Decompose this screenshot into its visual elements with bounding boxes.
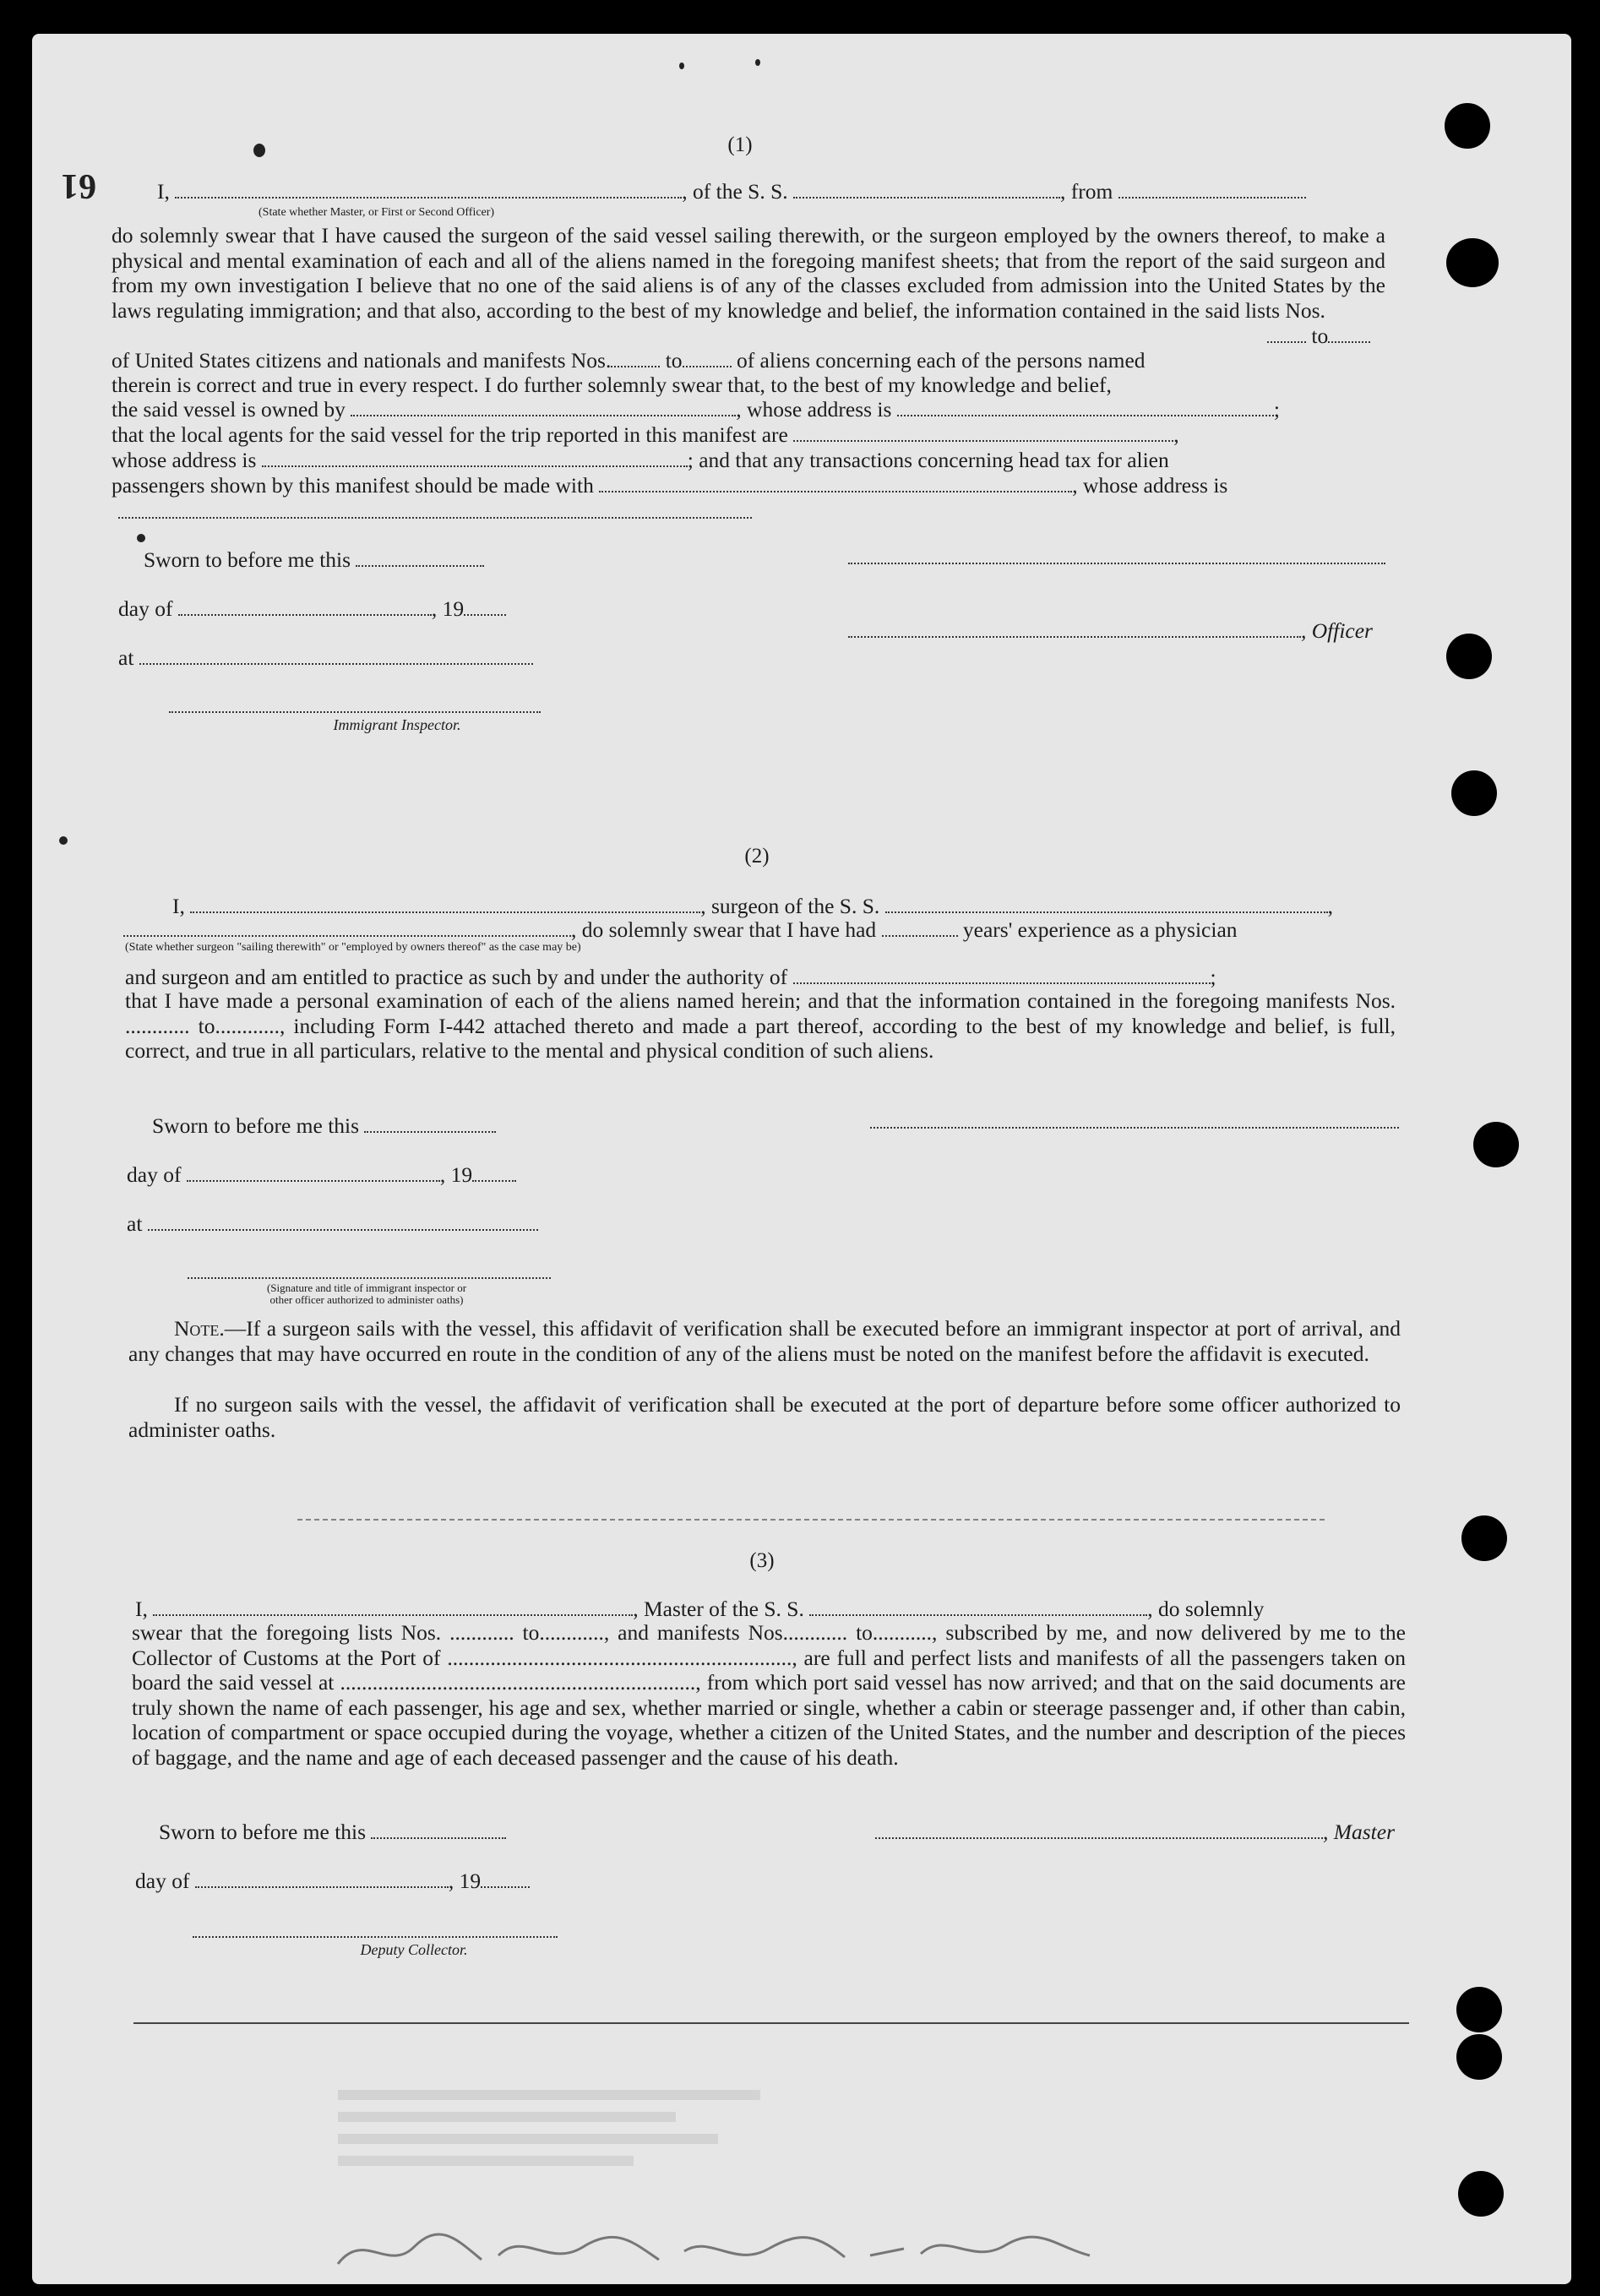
s1-from-port-blank[interactable] — [1118, 182, 1306, 199]
s2-surgeon-note: (State whether surgeon "sailing therewith" or "employed by owners thereof" as the case may be) — [125, 941, 581, 954]
s1-manifests-to-blank[interactable] — [683, 351, 732, 367]
s2-semicolon: ; — [1210, 965, 1216, 989]
s1-from-label: , from — [1060, 179, 1113, 204]
owner-name-blank[interactable] — [351, 400, 736, 416]
s3-master-of-label: , Master of the S. S. — [633, 1597, 804, 1621]
s1-day-label: day of — [118, 596, 173, 621]
owner-address-blank[interactable] — [897, 400, 1274, 416]
s1-signature-blank[interactable] — [848, 561, 1385, 564]
surgeon-signature-blank[interactable] — [870, 1125, 1399, 1129]
section-1-number: (1) — [727, 133, 753, 156]
years-experience-blank[interactable] — [882, 920, 958, 937]
s2-authority-line — [125, 965, 1216, 990]
collector-signature-blank[interactable] — [193, 1934, 558, 1938]
surgeon-status-blank[interactable] — [123, 920, 571, 937]
s2-sworn-line — [152, 1113, 496, 1139]
surgeon-name-blank[interactable] — [190, 896, 700, 913]
s1-citizens-label: of United States citizens and nationals and manifests Nos. — [112, 348, 612, 373]
s2-signature-caption-1: (Signature and title of immigrant inspector or — [266, 1281, 467, 1294]
s1-to-label: to — [1311, 324, 1329, 348]
officer-caption: , Officer — [1301, 618, 1373, 643]
s2-signature-caption — [198, 1282, 536, 1306]
s2-solemnly-label: , do solemnly swear that I have had — [571, 917, 877, 942]
s3-do-solemnly-label: , do solemnly — [1147, 1597, 1265, 1621]
s3-faint-rule — [297, 1517, 1325, 1521]
agent-address-blank[interactable] — [262, 450, 688, 467]
s1-owner-line — [112, 397, 1280, 422]
s2-sworn-label: Sworn to before me this — [152, 1113, 360, 1138]
local-agents-blank[interactable] — [793, 425, 1173, 442]
s1-year-blank[interactable] — [464, 599, 506, 616]
inspector-signature-blank[interactable] — [169, 710, 541, 713]
s2-day-line — [127, 1162, 516, 1188]
s1-aliens-concerning: of aliens concerning each of the persons named — [736, 348, 1146, 373]
s1-agent-address-label: whose address is — [112, 448, 257, 472]
speck — [755, 59, 760, 66]
section-2-number: (2) — [744, 845, 770, 868]
binder-hole — [1458, 2171, 1504, 2217]
s2-inspector-signature-blank[interactable] — [188, 1276, 551, 1279]
s1-lists-to — [1267, 324, 1370, 349]
s1-oath-paragraph: do solemnly swear that I have caused the surgeon of the said vessel sailing therewith, or the surgeon employed by the owners thereof, to make a physical and mental examination of each and all of the aliens named in the foregoing manifest sheets; that from the report of the said surgeon and from my own investigation I believe that no one of the said aliens is of any of the classes excluded from admission into the United States by the laws regulating immigration; and that also, according to the best of my knowledge and belief, the information contained in the said lists Nos. — [112, 223, 1385, 323]
s2-year-blank[interactable] — [472, 1165, 516, 1182]
s2-signature-caption-2: other officer authorized to administer oaths) — [269, 1293, 464, 1306]
s3-year-blank[interactable] — [481, 1871, 530, 1888]
s2-surgeon-status-line — [123, 917, 1238, 943]
bottom-rule — [133, 2022, 1409, 2024]
s1-year-label: , 19 — [431, 596, 465, 621]
s3-day-line — [135, 1869, 530, 1894]
binder-hole — [1446, 634, 1492, 679]
s2-verification-paragraph: that I have made a personal examination of each of the aliens named herein; and that the information contained in the foregoing manifests Nos. ............ to............, including Form I-442 attached thereto and made a part thereof, according to the best of my knowledge and belief, is full, correct, and true in all particulars, relative to the mental and physical condition of such aliens. — [125, 988, 1396, 1063]
s2-day-label: day of — [127, 1162, 182, 1187]
s2-sworn-date-blank[interactable] — [364, 1116, 496, 1133]
speck — [59, 836, 68, 845]
s3-ship-name-blank[interactable] — [809, 1599, 1147, 1616]
s1-semicolon: ; — [1273, 397, 1280, 422]
binder-hole — [1446, 238, 1499, 287]
binder-hole — [1451, 770, 1497, 816]
s1-lists-from-blank[interactable] — [1267, 326, 1306, 343]
head-tax-party-blank[interactable] — [599, 476, 1072, 492]
s3-master-name-blank[interactable] — [153, 1599, 633, 1616]
speck — [253, 144, 265, 157]
master-signature-blank[interactable] — [875, 1822, 1323, 1839]
s3-day-blank[interactable] — [195, 1871, 449, 1888]
speck — [679, 63, 684, 69]
s3-sworn-label: Sworn to before me this — [159, 1820, 367, 1844]
s1-sworn-label: Sworn to before me this — [144, 547, 351, 572]
s2-at-blank[interactable] — [148, 1214, 538, 1231]
s1-at-label: at — [118, 645, 134, 670]
s1-lists-to-blank[interactable] — [1328, 326, 1370, 343]
s1-party-address-label: , whose address is — [1072, 473, 1228, 498]
s2-i-label: I, — [172, 894, 185, 918]
s2-surgeon-of-label: , surgeon of the S. S. — [700, 894, 880, 918]
party-address-blank[interactable] — [118, 515, 752, 519]
s1-manifests-from-blank[interactable] — [611, 351, 660, 367]
s2-note-paragraph-2: If no surgeon sails with the vessel, the affidavit of verification shall be executed at the port of departure before some officer authorized to administer oaths. — [128, 1392, 1401, 1442]
s1-sworn-line — [144, 547, 484, 573]
s1-of-ss-label: , of the S. S. — [682, 179, 788, 204]
s3-sworn-date-blank[interactable] — [371, 1822, 506, 1839]
s1-i-label: I, — [157, 179, 170, 204]
s1-agents-label: that the local agents for the said vessel for the trip reported in this manifest are — [112, 422, 788, 447]
s2-ship-name-blank[interactable] — [885, 896, 1328, 913]
s1-sworn-date-blank[interactable] — [356, 550, 484, 567]
s1-at-blank[interactable] — [139, 648, 533, 665]
s2-intro-line — [172, 894, 1333, 919]
s2-at-label: at — [127, 1211, 143, 1236]
s1-day-line — [118, 596, 506, 622]
binder-hole — [1456, 1987, 1502, 2032]
binder-hole — [1473, 1122, 1519, 1167]
s3-master-oath-paragraph: swear that the foregoing lists Nos. ............ to............, and manifests Nos............ to..........., subscribed by me, and now delivered by me to the Collector of Customs at the Port of ................................................................, are full and perfect lists and manifests of all the passengers taken on board the said vessel at .................................................................., from which port said vessel has now arrived; and that on the said documents are truly shown the name of each passenger, his age and sex, whether married or single, whether a cabin or steerage passenger and, if other than cabin, location of compartment or space occupied during the voyage, whether a citizen of the United States, and the number and description of the pieces of baggage, and the name and age of each deceased passenger and the cause of his death. — [132, 1620, 1406, 1770]
inspector-caption: Immigrant Inspector. — [333, 716, 461, 733]
section-3-number: (3) — [749, 1549, 775, 1572]
handwritten-scrawl — [329, 2213, 1107, 2281]
s1-passengers-label: passengers shown by this manifest should be made with — [112, 473, 594, 498]
s3-year-label: , 19 — [448, 1869, 482, 1893]
note-label: Note. — [174, 1316, 225, 1341]
s1-intro-line — [157, 179, 1306, 204]
s2-year-label: , 19 — [439, 1162, 473, 1187]
s1-owned-by-label: the said vessel is owned by — [112, 397, 346, 422]
s1-passengers-line — [112, 473, 1227, 498]
s1-agent-address-line — [112, 448, 1169, 473]
speck — [137, 534, 145, 542]
s1-citizens-line — [112, 348, 1146, 373]
s2-note-paragraph — [128, 1316, 1401, 1366]
s1-ship-name-blank[interactable] — [793, 182, 1060, 199]
s1-day-blank[interactable] — [178, 599, 432, 616]
binder-hole — [1445, 103, 1490, 149]
binder-hole — [1461, 1515, 1507, 1561]
binder-hole — [1456, 2034, 1502, 2080]
s1-at-line — [118, 645, 533, 671]
s3-master-signature-line — [875, 1820, 1395, 1845]
s2-comma: , — [1327, 894, 1334, 918]
s1-head-tax-text: ; and that any transactions concerning head tax for alien — [687, 448, 1169, 472]
officer-signature-blank[interactable] — [848, 621, 1301, 638]
corner-mark: 61 — [61, 166, 96, 205]
s1-master-note: (State whether Master, or First or Second Officer) — [259, 206, 495, 219]
authority-blank[interactable] — [793, 967, 1211, 984]
collector-caption: Deputy Collector. — [360, 1941, 468, 1958]
s3-day-label: day of — [135, 1869, 190, 1893]
s2-authority-label: and surgeon and am entitled to practice as such by and under the authority of — [125, 965, 788, 989]
s1-comma: , — [1173, 422, 1179, 447]
s2-day-blank[interactable] — [187, 1165, 440, 1182]
note-text-1: —If a surgeon sails with the vessel, this affidavit of verification shall be executed before an immigrant inspector at port of arrival, and any changes that may have occurred en route in the condition of any of the aliens must be noted on the manifest before the affidavit is executed. — [128, 1316, 1401, 1366]
s2-at-line — [127, 1211, 538, 1237]
s3-i-label: I, — [135, 1597, 148, 1621]
s1-owner-address-label: , whose address is — [736, 397, 892, 422]
master-name-blank[interactable] — [175, 182, 682, 199]
s3-intro-line — [135, 1597, 1264, 1622]
s1-agents-line — [112, 422, 1179, 448]
bleed-through-text — [338, 2078, 760, 2213]
s1-to2-label: to — [665, 348, 683, 373]
s2-years-label: years' experience as a physician — [962, 917, 1238, 942]
s1-officer-line — [848, 618, 1373, 644]
s1-therein-line: therein is correct and true in every respect. I do further solemnly swear that, to the best of my knowledge and belief, — [112, 373, 1112, 397]
s3-sworn-line — [159, 1820, 506, 1845]
master-caption: , Master — [1323, 1820, 1395, 1844]
